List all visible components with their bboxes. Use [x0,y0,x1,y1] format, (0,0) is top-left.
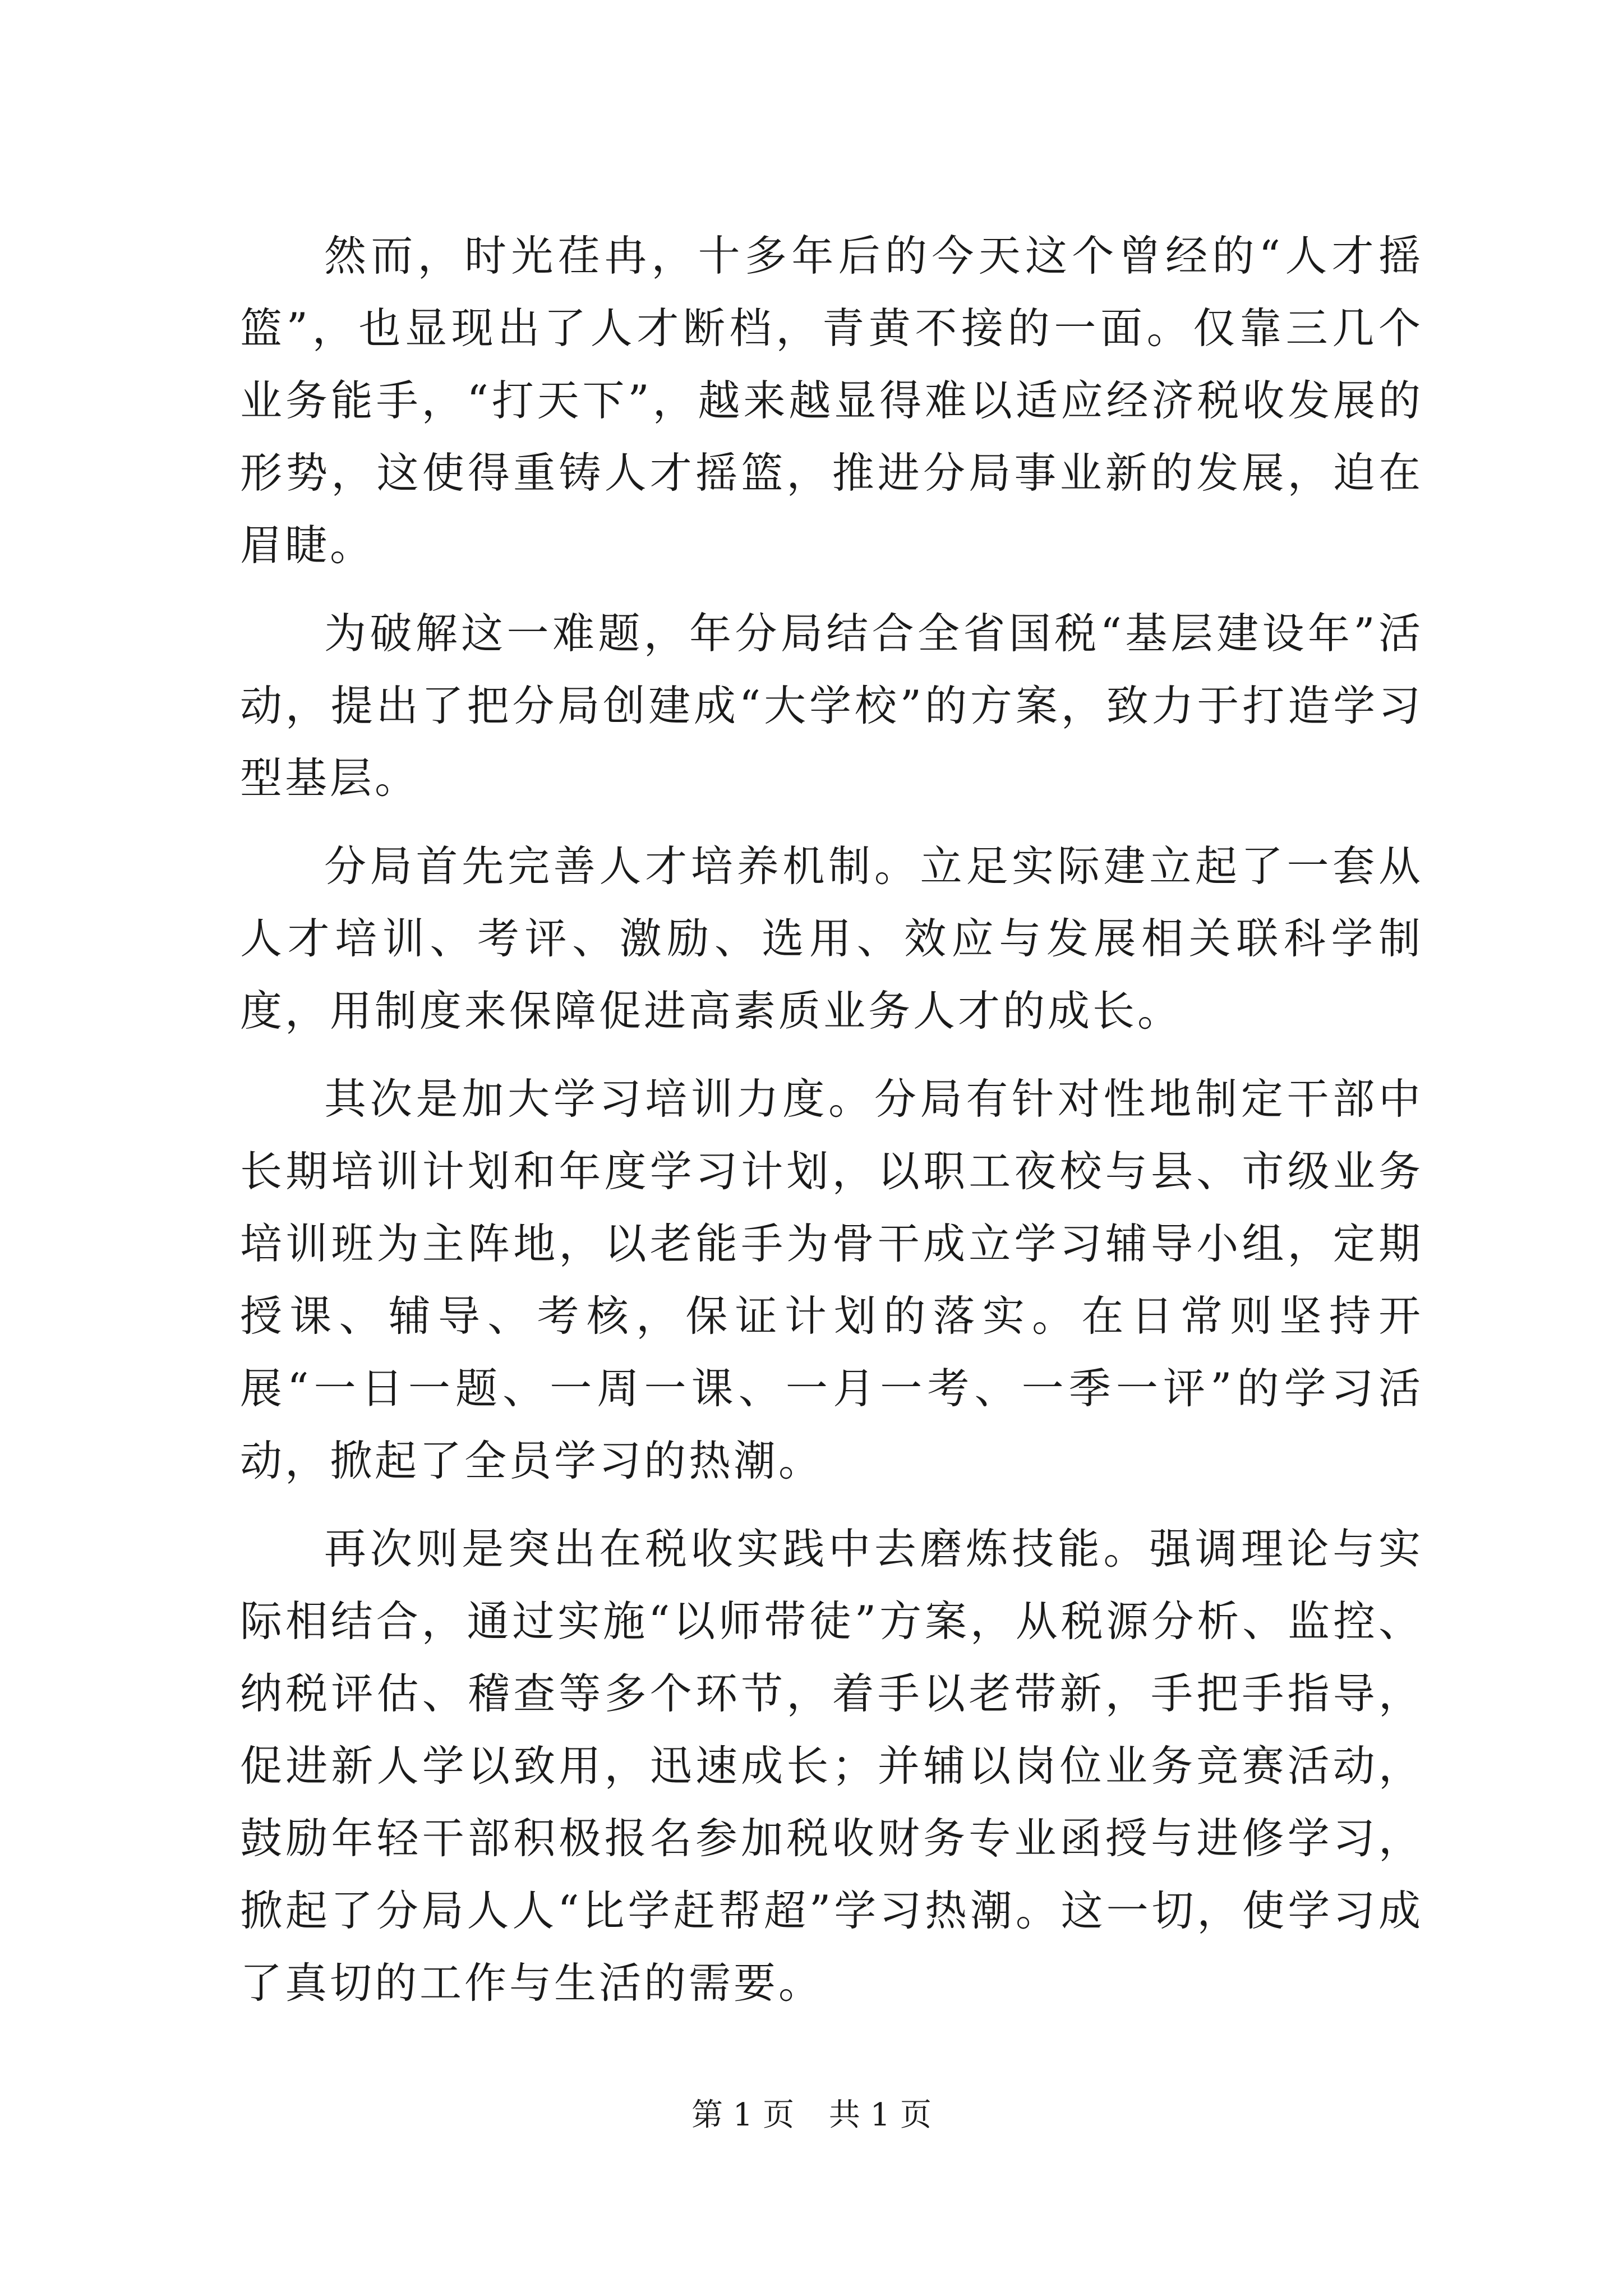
paragraph-4: 其次是加大学习培训力度。分局有针对性地制定干部中长期培训计划和年度学习计划，以职工夜校与县、市级业务培训班为主阵地，以老能手为骨干成立学习辅导小组，定期授课、辅导、考核，保证计划的落实。在日常则坚持开展“一日一题、一周一课、一月一考、一季一评”的学习活动，掀起了全员学习的热潮。 [240,1074,1423,1485]
page-footer [0,2096,1623,2135]
paragraph-2: 为破解这一难题，年分局结合全省国税“基层建设年”活动，提出了把分局创建成“大学校”的方案，致力于打造学习型基层。 [240,609,1423,803]
page-number-current: 第 1 页 [691,2097,795,2133]
paragraph-5: 再次则是突出在税收实践中去磨炼技能。强调理论与实际相结合，通过实施“以师带徒”方案，从税源分析、监控、纳税评估、稽查等多个环节，着手以老带新，手把手指导，促进新人学以致用，迅速成长；并辅以岗位业务竞赛活动，鼓励年轻干部积极报名参加税收财务专业函授与进修学习，掀起了分局人人“比学赶帮超”学习热潮。这一切，使学习成了真切的工作与生活的需要。 [240,1524,1423,2008]
page-number-total: 共 1 页 [828,2097,932,2133]
paragraph-1: 然而，时光荏冉，十多年后的今天这个曾经的“人才摇篮”，也显现出了人才断档，青黄不接的一面。仅靠三几个业务能手，“打天下”，越来越显得难以适应经济税收发展的形势，这使得重铸人才摇篮，推进分局事业新的发展，迫在眉睫。 [240,231,1423,570]
document-body [240,220,1423,2035]
paragraph-3: 分局首先完善人才培养机制。立足实际建立起了一套从人才培训、考评、激励、选用、效应与发展相关联科学制度，用制度来保障促进高素质业务人才的成长。 [240,841,1423,1036]
